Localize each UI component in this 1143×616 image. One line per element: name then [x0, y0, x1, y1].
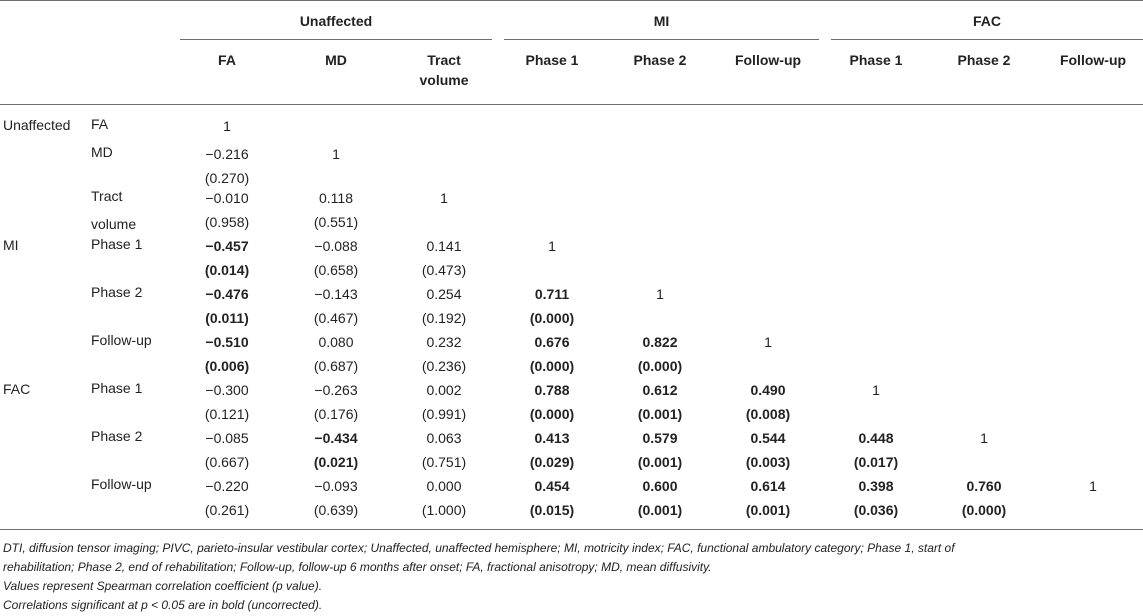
p-value: (0.001) — [637, 406, 683, 422]
row-label: MD — [91, 144, 113, 160]
p-value: (0.473) — [421, 262, 467, 278]
p-value: (0.021) — [313, 454, 359, 470]
footnote-line: Correlations significant at p < 0.05 are in bold (uncorrected). — [3, 598, 323, 612]
p-value: (0.991) — [421, 406, 467, 422]
p-value: (0.006) — [204, 358, 250, 374]
p-value: (0.467) — [313, 310, 359, 326]
p-value: (0.176) — [313, 406, 359, 422]
table-cell — [284, 330, 388, 378]
correlation-coefficient: 1 — [332, 146, 340, 162]
table-cell — [175, 234, 279, 282]
correlation-coefficient: −0.088 — [314, 238, 358, 254]
p-value: (0.000) — [529, 358, 575, 374]
table-cell — [500, 378, 604, 426]
header-rule — [0, 104, 1143, 105]
p-value: (0.000) — [529, 406, 575, 422]
table-cell — [175, 282, 279, 330]
group-rule-fac — [831, 39, 1143, 40]
correlation-coefficient: 0.676 — [534, 334, 570, 350]
row-label: FA — [91, 116, 109, 132]
row-group-label: MI — [3, 237, 19, 253]
correlation-coefficient: 0.760 — [966, 478, 1002, 494]
table-cell — [175, 114, 279, 138]
p-value: (0.036) — [853, 502, 899, 518]
table-cell — [284, 142, 388, 166]
table-cell — [716, 474, 820, 522]
table-cell — [824, 426, 928, 474]
correlation-coefficient: −0.434 — [314, 430, 358, 446]
table-cell — [392, 330, 496, 378]
column-header: Follow-up — [734, 52, 802, 68]
table-cell — [1041, 474, 1143, 498]
group-header-mi: MI — [653, 13, 670, 29]
correlation-coefficient: −0.093 — [314, 478, 358, 494]
correlation-coefficient: 0.232 — [426, 334, 462, 350]
table-cell — [824, 474, 928, 522]
correlation-coefficient: −0.216 — [205, 146, 249, 162]
table-cell — [175, 378, 279, 426]
p-value: (0.192) — [421, 310, 467, 326]
table-cell — [932, 474, 1036, 522]
group-header-unaffected: Unaffected — [299, 13, 373, 29]
p-value: (0.001) — [637, 502, 683, 518]
footnote-line: Values represent Spearman correlation coefficient (p value). — [3, 579, 323, 593]
table-cell — [392, 474, 496, 522]
correlation-coefficient: 1 — [548, 238, 556, 254]
correlation-coefficient: 0.579 — [642, 430, 678, 446]
table-footnotes — [3, 539, 1139, 615]
table-cell — [175, 142, 279, 190]
p-value: (0.687) — [313, 358, 359, 374]
p-value: (0.017) — [853, 454, 899, 470]
correlation-coefficient: 0.612 — [642, 382, 678, 398]
correlation-coefficient: 1 — [656, 286, 664, 302]
row-label: Phase 2 — [91, 284, 143, 300]
row-group-label: Unaffected — [3, 117, 71, 133]
correlation-coefficient: 0.080 — [318, 334, 354, 350]
correlation-coefficient: 0.788 — [534, 382, 570, 398]
p-value: (1.000) — [421, 502, 467, 518]
table-cell — [284, 378, 388, 426]
table-cell — [500, 330, 604, 378]
row-label: Follow-up — [91, 332, 152, 348]
p-value: (0.003) — [745, 454, 791, 470]
table-cell — [824, 378, 928, 402]
group-rule-unaffected — [180, 39, 492, 40]
table-cell — [392, 282, 496, 330]
correlation-coefficient: 1 — [223, 118, 231, 134]
footnote-line: rehabilitation; Phase 2, end of rehabilitation; Follow-up, follow-up 6 months after onset; FA, fractional anisotropy; MD, mean diffusivity. — [3, 560, 712, 574]
correlation-coefficient: 0.490 — [750, 382, 786, 398]
correlation-coefficient: 1 — [1089, 478, 1097, 494]
correlation-coefficient: 0.398 — [858, 478, 894, 494]
row-label: Phase 1 — [91, 236, 143, 252]
table-cell — [392, 426, 496, 474]
table-cell — [500, 282, 604, 330]
p-value: (0.658) — [313, 262, 359, 278]
correlation-coefficient: 0.711 — [534, 286, 570, 302]
row-label: Follow-up — [91, 476, 152, 492]
correlation-coefficient: −0.263 — [314, 382, 358, 398]
table-cell — [932, 426, 1036, 450]
correlation-coefficient: 0.413 — [534, 430, 570, 446]
correlation-coefficient: 0.002 — [426, 382, 462, 398]
table-cell — [500, 426, 604, 474]
table-cell — [175, 330, 279, 378]
correlation-coefficient: 0.822 — [642, 334, 678, 350]
table-cell — [608, 378, 712, 426]
group-rule-mi — [504, 39, 819, 40]
row-label: Phase 1 — [91, 380, 143, 396]
table-cell — [608, 330, 712, 378]
correlation-coefficient: 0.600 — [642, 478, 678, 494]
column-header: FA — [218, 52, 236, 68]
column-header: Phase 2 — [633, 52, 687, 68]
table-cell — [284, 234, 388, 282]
p-value: (0.008) — [745, 406, 791, 422]
p-value: (0.015) — [529, 502, 575, 518]
p-value: (0.551) — [313, 214, 359, 230]
table-cell — [284, 426, 388, 474]
bottom-rule — [0, 529, 1143, 530]
correlation-coefficient: 1 — [440, 190, 448, 206]
footnote-line: DTI, diffusion tensor imaging; PIVC, parieto-insular vestibular cortex; Unaffected, unaffected hemisphere; MI, motricity index; FAC, functional ambulatory category; Phase 1, start of — [3, 541, 955, 555]
column-header: MD — [325, 52, 347, 68]
column-header: Follow-up — [1059, 52, 1127, 68]
table-cell — [500, 474, 604, 522]
p-value: (0.639) — [313, 502, 359, 518]
table-cell — [392, 186, 496, 210]
correlation-coefficient: 0.614 — [750, 478, 786, 494]
table-cell — [716, 378, 820, 426]
p-value: (0.014) — [204, 262, 250, 278]
p-value: (0.000) — [961, 502, 1007, 518]
correlation-coefficient: −0.300 — [205, 382, 249, 398]
correlation-coefficient: 0.254 — [426, 286, 462, 302]
table-cell — [175, 426, 279, 474]
correlation-coefficient: −0.510 — [205, 334, 249, 350]
correlation-coefficient: 0.454 — [534, 478, 570, 494]
p-value: (0.121) — [204, 406, 250, 422]
p-value: (0.000) — [529, 310, 575, 326]
p-value: (0.261) — [204, 502, 250, 518]
correlation-coefficient: −0.085 — [205, 430, 249, 446]
correlation-coefficient: 0.544 — [750, 430, 786, 446]
table-cell — [392, 378, 496, 426]
table-cell — [175, 474, 279, 522]
table-cell — [284, 282, 388, 330]
table-cell — [392, 234, 496, 282]
table-cell — [284, 186, 388, 234]
p-value: (0.667) — [204, 454, 250, 470]
column-header: Phase 2 — [957, 52, 1011, 68]
column-header: Phase 1 — [525, 52, 579, 68]
correlation-coefficient: 0.118 — [319, 190, 353, 206]
correlation-coefficient: −0.220 — [205, 478, 249, 494]
correlation-coefficient: 1 — [872, 382, 880, 398]
correlation-coefficient: −0.143 — [314, 286, 358, 302]
row-label: Tract volume — [91, 188, 137, 232]
row-label: Phase 2 — [91, 428, 143, 444]
p-value: (0.029) — [529, 454, 575, 470]
table-cell — [608, 474, 712, 522]
column-header: Tract volume — [419, 52, 469, 88]
column-header: Phase 1 — [849, 52, 903, 68]
table-cell — [175, 186, 279, 234]
p-value: (0.236) — [421, 358, 467, 374]
p-value: (0.011) — [205, 310, 249, 326]
correlation-coefficient: 1 — [980, 430, 988, 446]
p-value: (0.001) — [637, 454, 683, 470]
correlation-coefficient: 0.063 — [426, 430, 462, 446]
correlation-coefficient: 1 — [764, 334, 772, 350]
p-value: (0.751) — [421, 454, 467, 470]
p-value: (0.270) — [204, 170, 250, 186]
p-value: (0.000) — [637, 358, 683, 374]
correlation-coefficient: −0.457 — [205, 238, 249, 254]
correlation-coefficient: 0.448 — [858, 430, 894, 446]
group-header-fac: FAC — [973, 13, 1001, 29]
table-cell — [608, 282, 712, 306]
correlation-coefficient: −0.010 — [205, 190, 249, 206]
correlation-coefficient: 0.141 — [426, 238, 462, 254]
p-value: (0.001) — [745, 502, 791, 518]
table-cell — [716, 330, 820, 354]
table-cell — [716, 426, 820, 474]
top-rule — [0, 0, 1143, 1]
correlation-coefficient: 0.000 — [426, 478, 462, 494]
table-cell — [608, 426, 712, 474]
table-cell — [500, 234, 604, 258]
correlation-coefficient: −0.476 — [205, 286, 249, 302]
table-cell — [284, 474, 388, 522]
p-value: (0.958) — [204, 214, 250, 230]
row-group-label: FAC — [3, 381, 31, 397]
